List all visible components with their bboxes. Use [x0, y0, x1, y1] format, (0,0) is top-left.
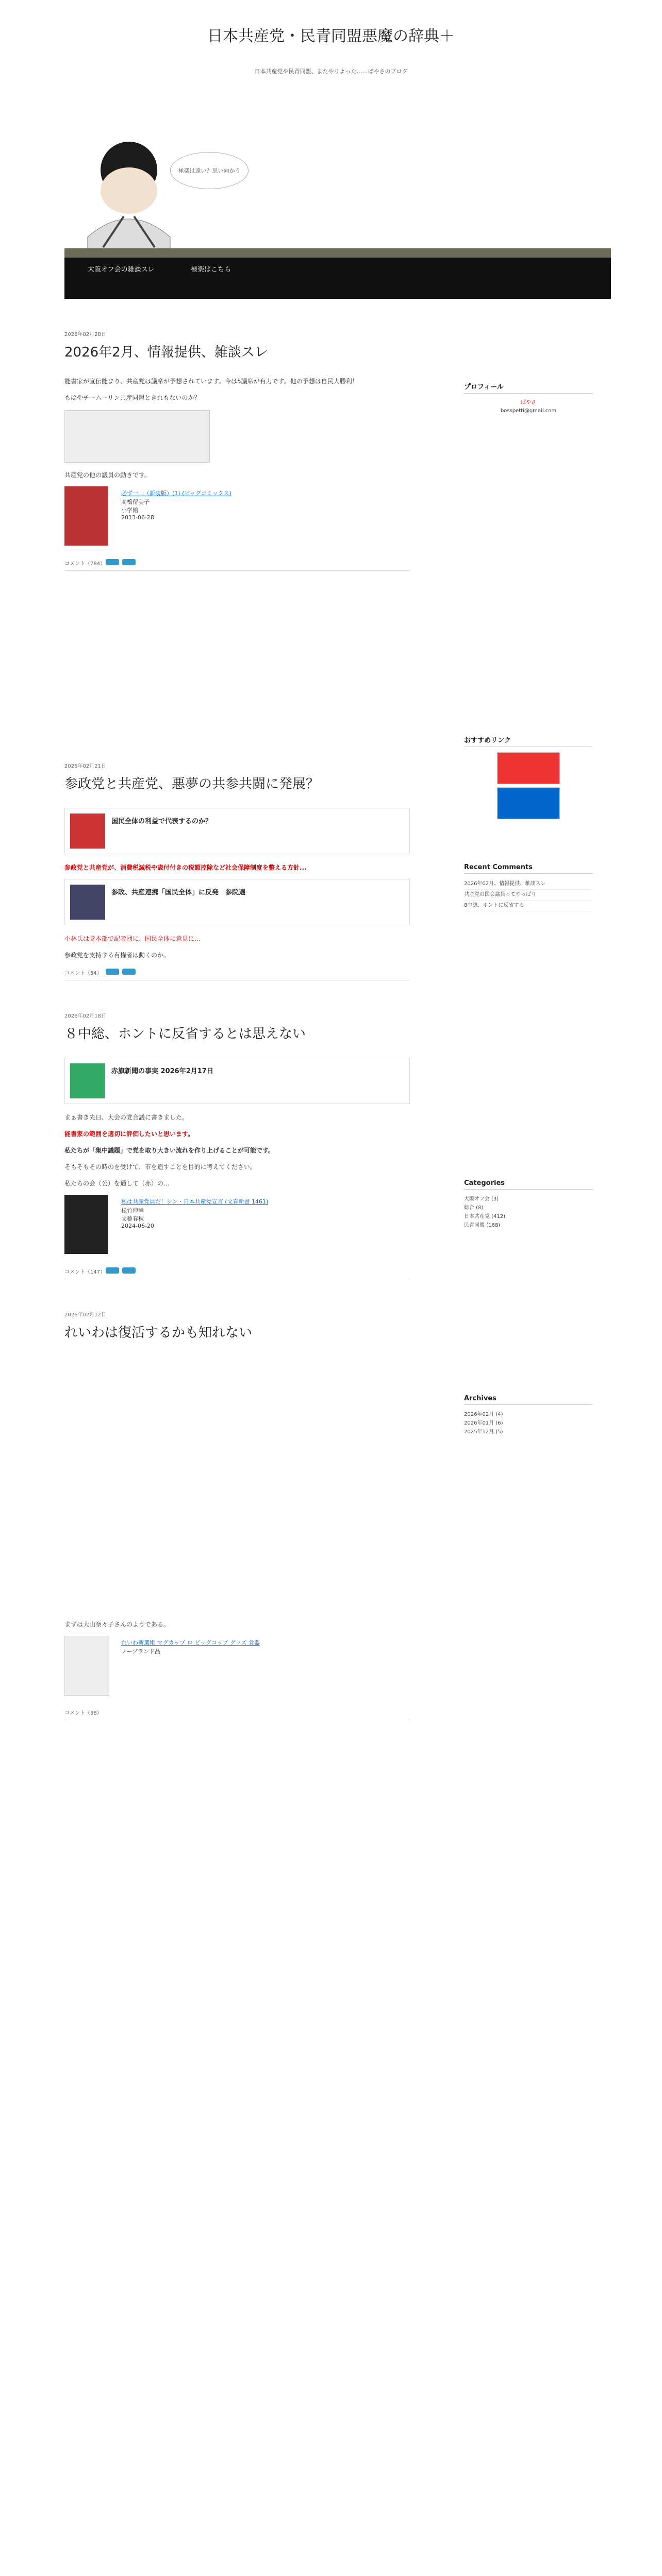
link-card-thumbnail	[70, 1063, 105, 1098]
list-item[interactable]: 総合 (8)	[464, 1205, 484, 1211]
book-widget	[64, 486, 410, 551]
like-button[interactable]	[122, 1267, 136, 1274]
list-item[interactable]: 共産党の国会議員ってやっぱり	[464, 890, 593, 901]
main-nav	[64, 258, 611, 299]
post-paragraph: 小林氏は党本部で記者団に、国民全体に意見に…	[64, 935, 201, 942]
site-header	[0, 0, 662, 95]
post-title[interactable]: ８中総、ホントに反省するとは思えない	[64, 1026, 306, 1042]
list-item[interactable]: 2026年02月、情報提供、雑談スレ	[464, 879, 593, 890]
link-card-title: 参政、共産連携「国民全体」に反発 参院選	[111, 889, 246, 896]
list-item[interactable]: 民青同盟 (168)	[464, 1223, 501, 1228]
site-title[interactable]: 日本共産党・民青同盟悪魔の辞典＋	[207, 27, 455, 45]
nav-item-osaka[interactable]: 大阪オフ会の雑談スレ	[88, 266, 155, 274]
book-widget	[64, 1636, 410, 1700]
spacer	[464, 911, 593, 1179]
book-title-link[interactable]: 必ず一山（新装版）(1) (ビッグコミックス)	[121, 490, 231, 497]
product-image[interactable]	[64, 1636, 109, 1696]
post-date: 2026年02月18日	[64, 1013, 106, 1019]
post-paragraph: 共産党の他の議員の動きです。	[64, 471, 151, 479]
nav-item-gokuraku[interactable]: 極楽はこちら	[191, 266, 231, 274]
share-button[interactable]	[106, 969, 119, 975]
book-publisher: 文藝春秋	[121, 1215, 144, 1222]
ad-banner[interactable]	[497, 787, 560, 819]
main-column	[64, 330, 410, 1741]
post	[64, 761, 410, 980]
post-paragraph: 能書家の範囲を適切に評価したいと思います。	[64, 1130, 194, 1138]
profile-name: ぱやさ	[521, 400, 536, 405]
post	[64, 330, 410, 571]
spacer	[464, 1230, 593, 1395]
sidebar-heading-recommend: おすすめリンク	[464, 735, 593, 747]
post-title[interactable]: 参政党と共産党、悪夢の共参共闘に発展？	[64, 776, 320, 792]
like-button[interactable]	[122, 969, 136, 975]
book-title-link[interactable]: れいわ新選組 マグカップ ロ ビッグコップ グッズ 食器	[121, 1639, 260, 1646]
comment-count-link[interactable]: コメント（147）	[64, 1269, 106, 1275]
book-cover[interactable]	[64, 1195, 108, 1254]
sidebar-heading-archives: Archives	[464, 1395, 593, 1405]
link-card[interactable]	[64, 879, 410, 925]
post-paragraph: まずは大山奈々子さんのようである。	[64, 1621, 170, 1628]
share-bar	[64, 967, 410, 980]
nav-strip	[64, 248, 611, 258]
post-paragraph: 私たちの会（公）を通して（赤）の…	[64, 1180, 170, 1187]
profile-email[interactable]: bosspetti@gmail.com	[500, 408, 557, 414]
link-card-thumbnail	[70, 885, 105, 920]
comment-count-link[interactable]: コメント（54）	[64, 971, 102, 976]
post-paragraph: 参政党を支持する有権者は動くのか。	[64, 952, 170, 959]
share-button[interactable]	[106, 559, 119, 565]
book-publisher: 小学館	[121, 507, 138, 514]
speech-bubble: 極楽は遠い？思い向かう	[170, 152, 249, 189]
post-paragraph: もはやチームーリン共産同盟ときれもないのか？	[64, 394, 201, 401]
post	[64, 1310, 410, 1720]
link-card-thumbnail	[70, 814, 105, 849]
share-bar	[64, 1706, 410, 1720]
embedded-image[interactable]	[64, 410, 210, 463]
sidebar-heading-recent: Recent Comments	[464, 863, 593, 874]
sidebar	[464, 381, 593, 1436]
post-date: 2026年02月28日	[64, 332, 106, 337]
link-card[interactable]	[64, 1058, 410, 1104]
ad-banner[interactable]	[497, 752, 560, 784]
list-item[interactable]: 8中総、ホントに反省する	[464, 901, 593, 911]
archives-list	[464, 1410, 593, 1436]
list-item[interactable]: 2026年01月 (6)	[464, 1420, 503, 1426]
list-item[interactable]: 大阪オフ会 (3)	[464, 1196, 499, 1202]
book-title-link[interactable]: 私は共産党員だ！シン・日本共産党宣言 (文春新書 1461)	[121, 1198, 269, 1205]
link-card-title: 国民全体の利益で代表するのか？	[111, 818, 212, 825]
post-paragraph: 私たちが「集中議題」で党を取り大きい流れを作り上げることが可能です。	[64, 1147, 275, 1154]
spacer	[464, 822, 593, 863]
like-button[interactable]	[122, 559, 136, 565]
post-paragraph: そもそもその時のを受けて、市を追すことを目的に考えてください。	[64, 1163, 256, 1171]
list-item[interactable]: 2026年02月 (4)	[464, 1412, 503, 1417]
post-date: 2026年02月12日	[64, 1312, 106, 1318]
list-item[interactable]: 日本共産党 (412)	[464, 1214, 506, 1219]
share-button[interactable]	[106, 1267, 119, 1274]
share-bar	[64, 557, 410, 571]
post-date: 2026年02月21日	[64, 764, 106, 769]
spacer	[464, 415, 593, 735]
post-paragraph: 能書家が宣伝能まり、共産党は議席が予想されています。今は5議席が有力です。他の予想は自民大勝利！	[64, 378, 358, 385]
list-item[interactable]: 2025年12月 (5)	[464, 1429, 503, 1435]
book-author: ノーブランド品	[121, 1648, 161, 1655]
book-author: 松竹伸幸	[121, 1207, 144, 1214]
post-title[interactable]: れいわは復活するかも知れない	[64, 1325, 253, 1341]
book-widget	[64, 1195, 410, 1259]
comment-count-link[interactable]: コメント（58）	[64, 1710, 102, 1716]
book-author: 高橋留美子	[121, 499, 150, 505]
link-card-title: 赤旗新聞の事実 2026年2月17日	[111, 1067, 213, 1075]
link-card[interactable]	[64, 808, 410, 854]
site-description: 日本共産党や民青同盟、またやりよった……ぱやさのブログ	[254, 68, 408, 75]
post-paragraph: まぁ書き先日、大会の党合議に書きました。	[64, 1114, 189, 1121]
comment-count-link[interactable]: コメント（784）	[64, 561, 106, 567]
categories-list	[464, 1195, 593, 1230]
sidebar-heading-categories: Categories	[464, 1179, 593, 1190]
post-paragraph: 参政党と共産党が、消費税減税や歳付付きの税額控除など社会保障制度を整える方針...	[64, 864, 307, 871]
sidebar-heading-profile: プロフィール	[464, 381, 593, 394]
post	[64, 1011, 410, 1279]
book-date: 2024-06-20	[121, 1223, 154, 1229]
spacer	[64, 1475, 219, 1609]
recent-comments-list	[464, 879, 593, 911]
share-bar	[64, 1265, 410, 1279]
book-date: 2013-06-28	[121, 514, 154, 521]
post-title[interactable]: 2026年2月、情報提供、雑談スレ	[64, 345, 268, 360]
book-cover[interactable]	[64, 486, 108, 546]
